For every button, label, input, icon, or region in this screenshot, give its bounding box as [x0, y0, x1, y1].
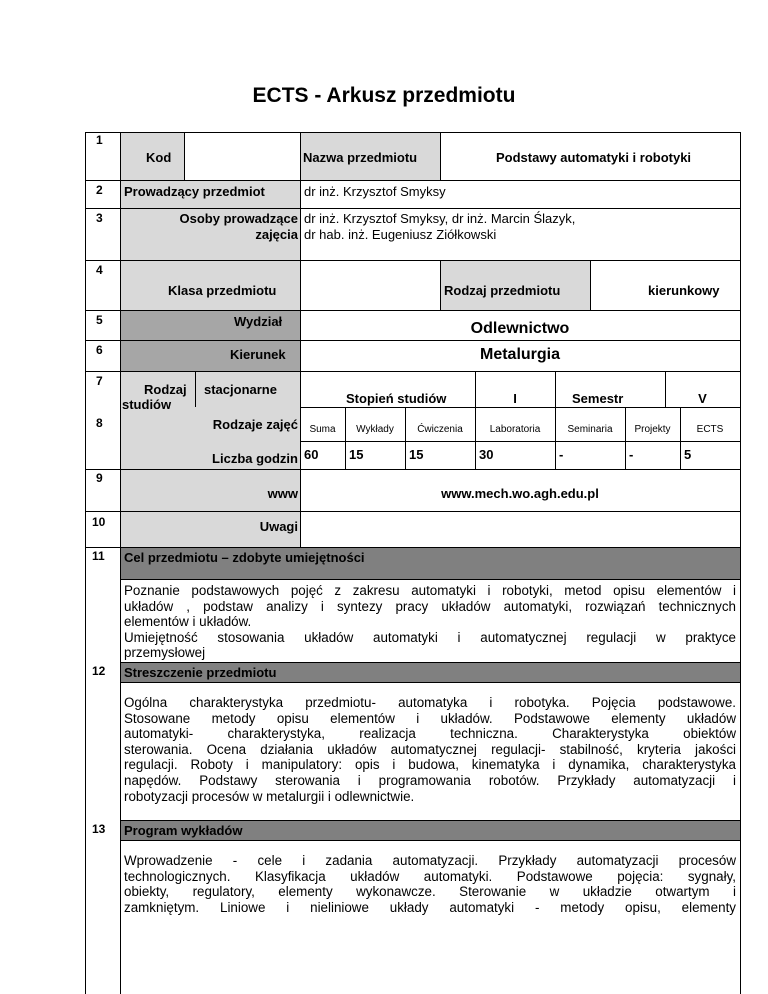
- cel-line: Umiejętność stosowania układów automatyki i automatycznej regulacji w praktyce: [124, 629, 736, 645]
- wydzial-value: Odlewnictwo: [470, 320, 570, 337]
- row-number-9: 9: [96, 471, 103, 485]
- streszczenie-line: napędów. Podstawy sterowania i programowania robotów. Przykłady automatyzacji i: [124, 772, 736, 788]
- streszczenie-line: automatyki- charakterystyka, realizacja techniczna. Charakterystyka obiektów: [124, 726, 736, 742]
- godziny-ects: 5: [684, 447, 692, 462]
- header-wyklady: Wykłady: [356, 424, 394, 435]
- row-number-2: 2: [96, 183, 103, 197]
- osoby-value-line1: dr inż. Krzysztof Smyksy, dr inż. Marcin Ślazyk,: [304, 211, 576, 226]
- streszczenie-header: Streszczenie przedmiotu: [124, 665, 277, 680]
- kierunek-label: Kierunek: [230, 347, 286, 362]
- row-number-12: 12: [92, 664, 106, 678]
- klasa-label: Klasa przedmiotu: [168, 283, 277, 298]
- semestr-value: V: [698, 391, 707, 406]
- uwagi-label: Uwagi: [259, 519, 298, 534]
- rodzaj-studiow-label-line2: studiów: [122, 397, 172, 412]
- godziny-cwiczenia: 15: [409, 447, 424, 462]
- stopien-value: I: [513, 391, 517, 406]
- rodzaj-przedmiotu-value: kierunkowy: [648, 283, 720, 298]
- streszczenie-line: regulacji. Roboty i manipulatory: opis i budowa, kinematyka i dynamika, charakterystyka: [124, 757, 736, 773]
- nazwa-label: Nazwa przedmiotu: [303, 150, 418, 165]
- cel-text: [124, 583, 736, 661]
- row-number-1: 1: [96, 133, 103, 147]
- www-value[interactable]: www.mech.wo.agh.edu.pl: [441, 486, 599, 501]
- program-line: zamkniętym. Liniowe i nieliniowe układy automatyki - metody opisu, elementy: [124, 899, 736, 915]
- header-suma: Suma: [309, 424, 336, 435]
- program-line: Wprowadzenie - cele i zadania automatyzacji. Przykłady automatyzacji procesów: [124, 853, 736, 868]
- page-title: ECTS - Arkusz przedmiotu: [252, 84, 516, 107]
- program-line: obiekty, regulatory, elementy wykonawcze. Sterowanie w układzie otwartym i: [124, 884, 736, 900]
- header-seminaria: Seminaria: [567, 424, 613, 435]
- stopien-label: Stopień studiów: [346, 391, 447, 406]
- godziny-seminaria: -: [559, 447, 564, 462]
- row-number-3: 3: [96, 211, 103, 225]
- godziny-wyklady: 15: [349, 447, 364, 462]
- row-number-13: 13: [92, 822, 106, 836]
- row-number-5: 5: [96, 313, 103, 327]
- rodzaje-zajec-label: Rodzaje zajęć: [212, 417, 298, 432]
- rodzaj-przedmiotu-label: Rodzaj przedmiotu: [444, 283, 561, 298]
- godziny-laboratoria: 30: [479, 447, 494, 462]
- header-laboratoria: Laboratoria: [489, 424, 541, 435]
- godziny-suma: 60: [304, 447, 319, 462]
- row-number-4: 4: [96, 263, 103, 277]
- program-header: Program wykładów: [124, 823, 243, 838]
- row-number-8: 8: [96, 416, 103, 430]
- rodzaj-studiow-value: stacjonarne: [204, 382, 277, 397]
- osoby-label-line1: Osoby prowadzące: [179, 211, 298, 226]
- program-text: [124, 853, 736, 915]
- kod-label: Kod: [146, 150, 172, 165]
- streszczenie-line: Ogólna charakterystyka przedmiotu- automatyka i robotyka. Pojęcia podstawowe.: [124, 695, 736, 710]
- header-ects: ECTS: [696, 424, 724, 435]
- streszczenie-line: sterowania. Ocena działania układów automatycznej regulacji- stabilność, kryteria jakości: [124, 741, 736, 757]
- streszczenie-text: [124, 695, 736, 804]
- prowadzacy-value: dr inż. Krzysztof Smyksy: [304, 184, 446, 199]
- nazwa-value: Podstawy automatyki i robotyki: [496, 150, 692, 165]
- header-projekty: Projekty: [634, 424, 671, 435]
- streszczenie-line: Stosowane metody opisu elementów i układów. Podstawowe elementy układów: [124, 710, 736, 726]
- cel-line: Poznanie podstawowych pojęć z zakresu automatyki i robotyki, metod opisu elementów i: [124, 583, 736, 598]
- www-label: www: [267, 486, 298, 501]
- row-number-11: 11: [92, 549, 105, 563]
- cel-line: elementów i układów.: [124, 614, 252, 630]
- cel-line: przemysłowej: [124, 645, 206, 661]
- prowadzacy-label: Prowadzący przedmiot: [124, 184, 265, 199]
- rodzaj-studiow-label-line1: Rodzaj: [144, 382, 187, 397]
- kierunek-value: Metalurgia: [479, 346, 560, 363]
- semestr-label: Semestr: [572, 391, 624, 406]
- header-cwiczenia: Ćwiczenia: [417, 424, 463, 435]
- godziny-projekty: -: [629, 447, 634, 462]
- wydzial-label: Wydział: [234, 314, 283, 329]
- program-line: technologicznych. Klasyfikacja układów automatyki. Podstawowe pojęcia: sygnały,: [124, 868, 736, 884]
- row-number-10: 10: [92, 515, 106, 529]
- row-number-6: 6: [96, 343, 103, 357]
- cel-line: układów , podstaw analizy i syntezy pracy układów automatyki, rozwiązań technicznych: [124, 598, 736, 614]
- cel-header: Cel przedmiotu – zdobyte umiejętności: [124, 550, 365, 565]
- row-number-7: 7: [96, 374, 103, 388]
- osoby-label-line2: zajęcia: [255, 227, 298, 242]
- streszczenie-line: robotyzacji procesów w metalurgii i odlewnictwie.: [124, 788, 415, 804]
- osoby-value-line2: dr hab. inż. Eugeniusz Ziółkowski: [304, 227, 497, 242]
- liczba-godzin-label: Liczba godzin: [212, 451, 298, 466]
